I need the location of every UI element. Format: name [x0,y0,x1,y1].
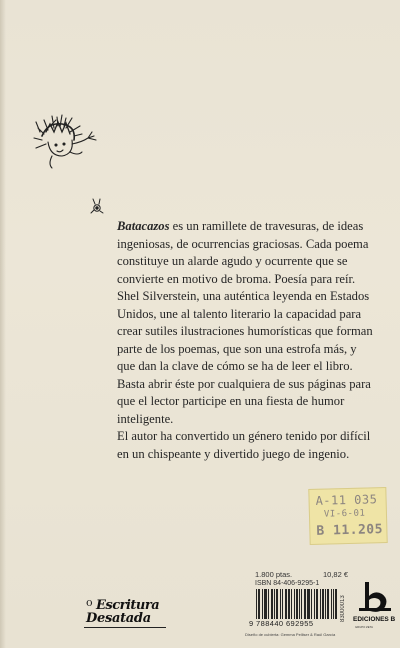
series-logo-letter: o [86,596,93,609]
barcode-bar [271,589,272,619]
blurb-paragraph-1 [117,218,375,288]
price-euros: 10,82 € [322,570,348,579]
barcode-bar [325,589,326,619]
barcode-addon-code: 83000013 [340,595,346,622]
barcode-bar [266,589,267,619]
publisher-b-icon [355,580,395,614]
barcode-bar [336,589,337,619]
barcode-bar [280,589,281,619]
barcode-bar [309,589,310,619]
barcode-bar [286,589,287,619]
series-logo-line-1: Escritura [96,598,160,613]
barcode-bar [296,589,297,619]
barcode-bar [291,589,292,619]
barcode-bar [262,589,263,619]
blurb-paragraph-3: El autor ha convertido un género tenido por difícil en un chispeante y divertido juego de ingenio. [117,429,371,461]
series-logo [82,596,168,630]
barcode-bar [297,589,298,619]
barcode-bar [305,589,306,619]
barcode-bar [294,589,295,619]
barcode-bar [299,589,300,619]
back-cover-blurb [117,218,375,463]
library-sticker [308,487,387,545]
publisher-group: GRUPO ZETA [355,625,373,629]
blurb-paragraph-2: Shel Silverstein, una auténtica leyenda en Estados Unidos, une al talento literario la capacidad para crear sutiles ilustraciones humorísticas que forman parte de los poemas, que son una estrofa más, y que dan la clave de cómo se ha de leer el libro. Basta abrir éste por cualquiera de sus páginas para que el lector participe en una fiesta de humor inteligente. [117,289,373,426]
barcode-bar [274,589,275,619]
barcode-bar [311,589,312,619]
barcode [256,589,338,619]
barcode-bar [259,589,260,619]
barcode-bar [285,589,286,619]
sticker-code-3: B 11.205 [316,522,384,539]
blurb-paragraph-1-text: de ideas ingeniosas, de ocurrencias graciosas. Cada poema constituye un alarde agudo y ocurrente que se convierte en motivo de broma. Poesía para reír. [117,219,369,286]
barcode-bar [268,589,269,619]
barcode-bar [331,589,332,619]
small-bug-illustration [88,197,108,215]
barcode-bar [322,589,323,619]
barcode-bar [316,589,317,619]
barcode-bar [288,589,289,619]
cover-design-credits: Diseño de cubierta: Gemma Pelliser & Raúl García [245,632,336,637]
barcode-bar [289,589,290,619]
barcode-bar [277,589,278,619]
series-logo-line-2: Desatada [86,611,151,626]
barcode-bar [282,589,283,619]
barcode-bar [301,589,302,619]
barcode-bar [328,589,329,619]
publisher-logo [355,580,395,630]
barcode-bar [276,589,277,619]
barcode-bar [333,589,334,619]
barcode-bar [323,589,324,619]
barcode-bar [264,589,265,619]
book-title: Batacazos [117,219,170,233]
barcode-bar [308,589,309,619]
series-logo-rule [84,627,166,628]
barcode-bar [304,589,305,619]
barcode-bar [335,589,336,619]
barcode-bar [307,589,308,619]
publisher-name: EDICIONES B [353,616,396,623]
barcode-bar [314,589,315,619]
barcode-bar [272,589,273,619]
barcode-bar [327,589,328,619]
barcode-bar [265,589,266,619]
barcode-bar [258,589,259,619]
isbn-label: ISBN 84-406-9295-1 [255,580,320,587]
price-row [255,570,348,579]
barcode-bar [317,589,318,619]
tumbling-child-illustration [30,112,110,192]
barcode-bar [320,589,321,619]
sticker-code-2: VI-6-01 [323,508,366,520]
sticker-code-1: A-11 035 [315,492,378,508]
price-pesetas: 1.800 ptas. [255,570,293,579]
blurb-first-line: es un ramillete de travesuras, [169,219,320,233]
barcode-digits: 9 788440 692955 [249,619,314,628]
barcode-bar [256,589,257,619]
